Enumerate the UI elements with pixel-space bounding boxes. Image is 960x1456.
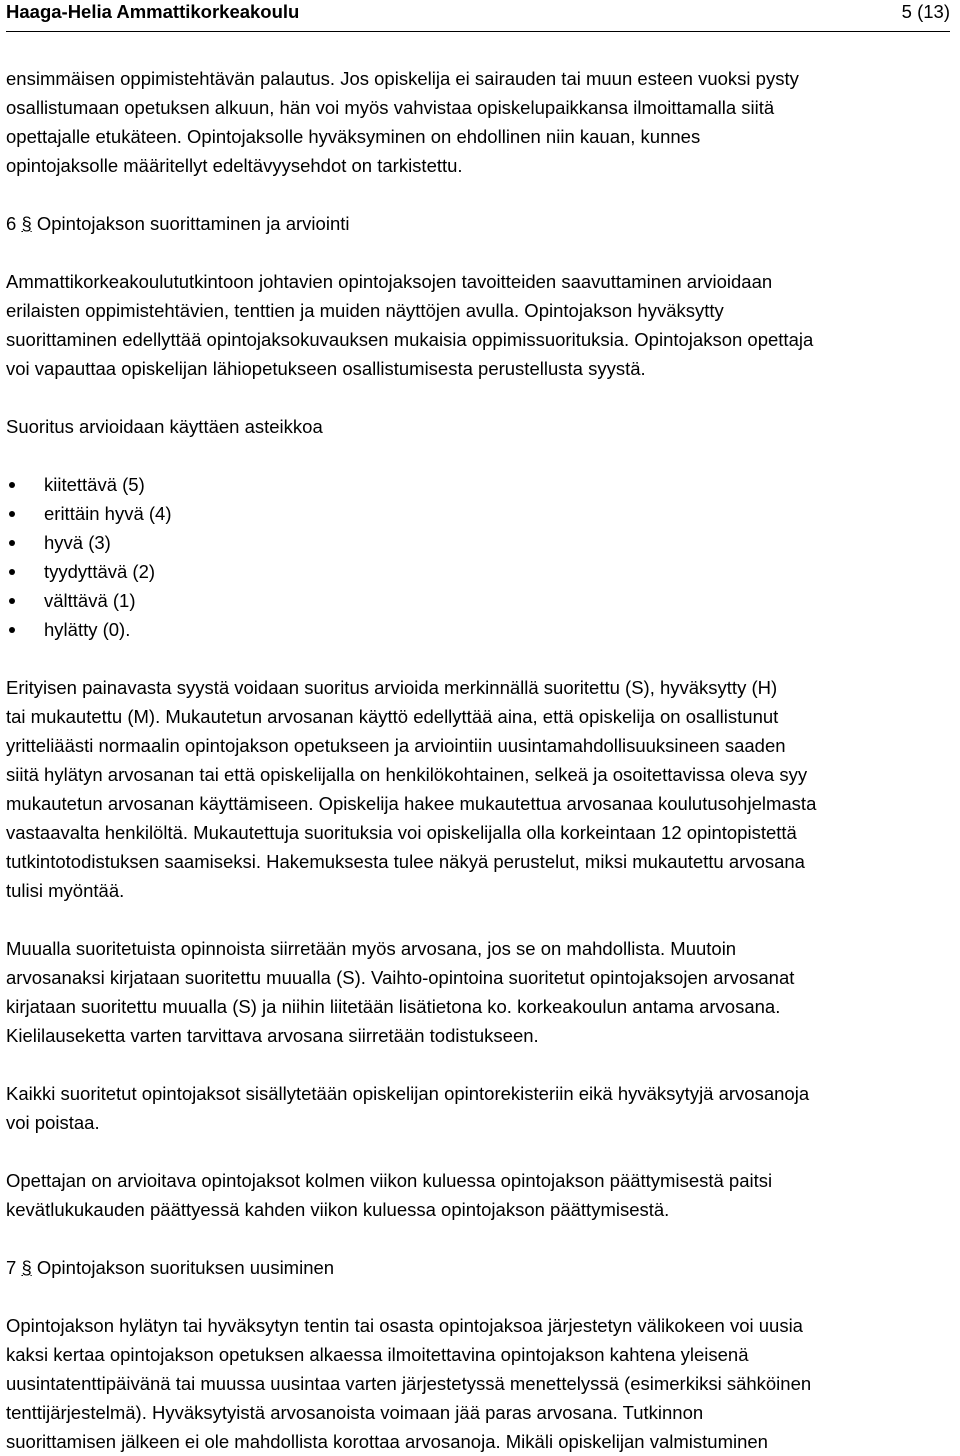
text-line: Erityisen painavasta syystä voidaan suoritus arvioida merkinnällä suoritettu (S), hyväksytty (H) (6, 677, 778, 698)
bullet-icon (9, 627, 15, 633)
list-item (6, 615, 950, 644)
text-line: mukautetun arvosanan käyttämiseen. Opiskelija hakee mukautettua arvosanaa koulutusohjelmasta (6, 793, 817, 814)
section-sign: § (21, 1257, 32, 1278)
text-line: Opettajan on arvioitava opintojaksot kolmen viikon kuluessa opintojakson päättymisestä paitsi (6, 1170, 773, 1191)
text-line: Ammattikorkeakoulututkintoon johtavien opintojaksojen tavoitteiden saavuttaminen arvioidaan (6, 271, 773, 292)
section-6-heading (6, 209, 950, 238)
paragraph-gap (6, 644, 950, 673)
text-line: voi poistaa. (6, 1112, 100, 1133)
paragraph-transfer (6, 934, 950, 1050)
text-line: osallistumaan opetuksen alkuun, hän voi myös vahvistaa opiskelupaikkansa ilmoittamalla siitä (6, 97, 775, 118)
bullet-icon (9, 511, 15, 517)
text-line: suorittaminen edellyttää opintojaksokuvauksen mukaisia oppimissuorituksia. Opintojakson opettaja (6, 329, 814, 350)
bullet-icon (9, 482, 15, 488)
text-line: Muualla suoritetuista opinnoista siirretään myös arvosana, jos se on mahdollista. Muutoin (6, 938, 737, 959)
text-line: siitä hylätyn arvosanan tai että opiskelijalla on henkilökohtainen, selkeä ja osoitettavissa oleva syy (6, 764, 808, 785)
list-item (6, 557, 950, 586)
text-line: tutkintotodistuksen saamiseksi. Hakemuksesta tulee näkyä perustelut, miksi mukautettu arvosana (6, 851, 805, 872)
paragraph-gap (6, 1137, 950, 1166)
text-line: opettajalle etukäteen. Opintojaksolle hyväksyminen on ehdollinen niin kauan, kunnes (6, 126, 701, 147)
text-line: tai mukautettu (M). Mukautetun arvosanan käyttö edellyttää aina, että opiskelija on osallistunut (6, 706, 779, 727)
document-body (6, 64, 950, 1456)
text-line: vastaavalta henkilöltä. Mukautettuja suorituksia voi opiskelijalla olla korkeintaan 12 opintopistettä (6, 822, 797, 843)
bullet-icon (9, 598, 15, 604)
text-line: voi vapauttaa opiskelijan lähiopetukseen osallistumisesta perustellusta syystä. (6, 358, 646, 379)
list-item (6, 470, 950, 499)
text-line: opintojaksolle määritellyt edeltävyysehdot on tarkistettu. (6, 155, 463, 176)
paragraph-gap (6, 441, 950, 470)
text-line: Suoritus arvioidaan käyttäen asteikkoa (6, 416, 323, 437)
paragraph-assessment (6, 267, 950, 383)
text-line: Opintojakson hylätyn tai hyväksytyn tentin tai osasta opintojaksoa järjestetyn välikokeen voi uusia (6, 1315, 803, 1336)
text-line: uusintatenttipäivänä tai muussa uusintaa varten järjestetyssä menettelyssä (esimerkiksi sähköinen (6, 1373, 812, 1394)
paragraph-gap (6, 905, 950, 934)
text-line: tulisi myöntää. (6, 880, 125, 901)
section-sign: § (21, 213, 32, 234)
text-line: ensimmäisen oppimistehtävän palautus. Jos opiskelija ei sairauden tai muun esteen vuoksi pysty (6, 68, 799, 89)
grade-label: hylätty (0). (44, 619, 131, 640)
text-line: kaksi kertaa opintojakson opetuksen alkaessa ilmoitettavina opintojakson kahtena yleisenä (6, 1344, 749, 1365)
text-line: yritteliäästi normaalin opintojakson opetukseen ja arviointiin uusintamahdollisuuksineen saaden (6, 735, 786, 756)
paragraph-gap (6, 1050, 950, 1079)
section-title: Opintojakson suorituksen uusiminen (36, 1257, 335, 1278)
text-line: Kaikki suoritetut opintojaksot sisällytetään opiskelijan opintorekisteriin eikä hyväksytyjä arvosanoja (6, 1083, 810, 1104)
paragraph-gap (6, 1282, 950, 1311)
paragraph-retake (6, 1311, 950, 1456)
text-line: kirjataan suoritettu muualla (S) ja niihin liitetään lisätietona ko. korkeakoulun antama arvosana. (6, 996, 781, 1017)
grade-label: erittäin hyvä (4) (44, 503, 172, 524)
section-number: 7 (6, 1257, 17, 1278)
grade-label: kiitettävä (5) (44, 474, 145, 495)
bullet-icon (9, 540, 15, 546)
text-line: kevätlukukauden päättyessä kahden viikon kuluessa opintojakson päättymisestä. (6, 1199, 670, 1220)
paragraph-enrolment (6, 64, 950, 180)
paragraph-records (6, 1079, 950, 1137)
institution-name: Haaga-Helia Ammattikorkeakoulu (6, 1, 300, 22)
page-number: 5 (13) (901, 1, 950, 22)
page-header (6, 0, 950, 32)
text-line: suorittamisen jälkeen ei ole mahdollista korottaa arvosanoja. Mikäli opiskelijan valmistuminen (6, 1431, 768, 1452)
grade-label: hyvä (3) (44, 532, 111, 553)
section-7-heading (6, 1253, 950, 1282)
paragraph-gap (6, 383, 950, 412)
list-item (6, 499, 950, 528)
list-item (6, 528, 950, 557)
list-item (6, 586, 950, 615)
section-number: 6 (6, 213, 17, 234)
paragraph-gap (6, 1224, 950, 1253)
section-title: Opintojakson suorittaminen ja arviointi (36, 213, 350, 234)
text-line: Kielilauseketta varten tarvittava arvosana siirretään todistukseen. (6, 1025, 539, 1046)
text-line: arvosanaksi kirjataan suoritettu muualla (S). Vaihto-opintoina suoritetut opintojaksojen arvosanat (6, 967, 795, 988)
text-line: tenttijärjestelmä). Hyväksytyistä arvosanoista voimaan jää paras arvosana. Tutkinnon (6, 1402, 704, 1423)
grade-label: välttävä (1) (44, 590, 136, 611)
grade-label: tyydyttävä (2) (44, 561, 156, 582)
paragraph-special-grades (6, 673, 950, 905)
grade-scale-list (6, 470, 950, 644)
paragraph-gap (6, 238, 950, 267)
bullet-icon (9, 569, 15, 575)
paragraph-deadline (6, 1166, 950, 1224)
paragraph-gap (6, 180, 950, 209)
text-line: erilaisten oppimistehtävien, tenttien ja muiden näyttöjen avulla. Opintojakson hyväksytty (6, 300, 724, 321)
paragraph-scale-intro (6, 412, 950, 441)
